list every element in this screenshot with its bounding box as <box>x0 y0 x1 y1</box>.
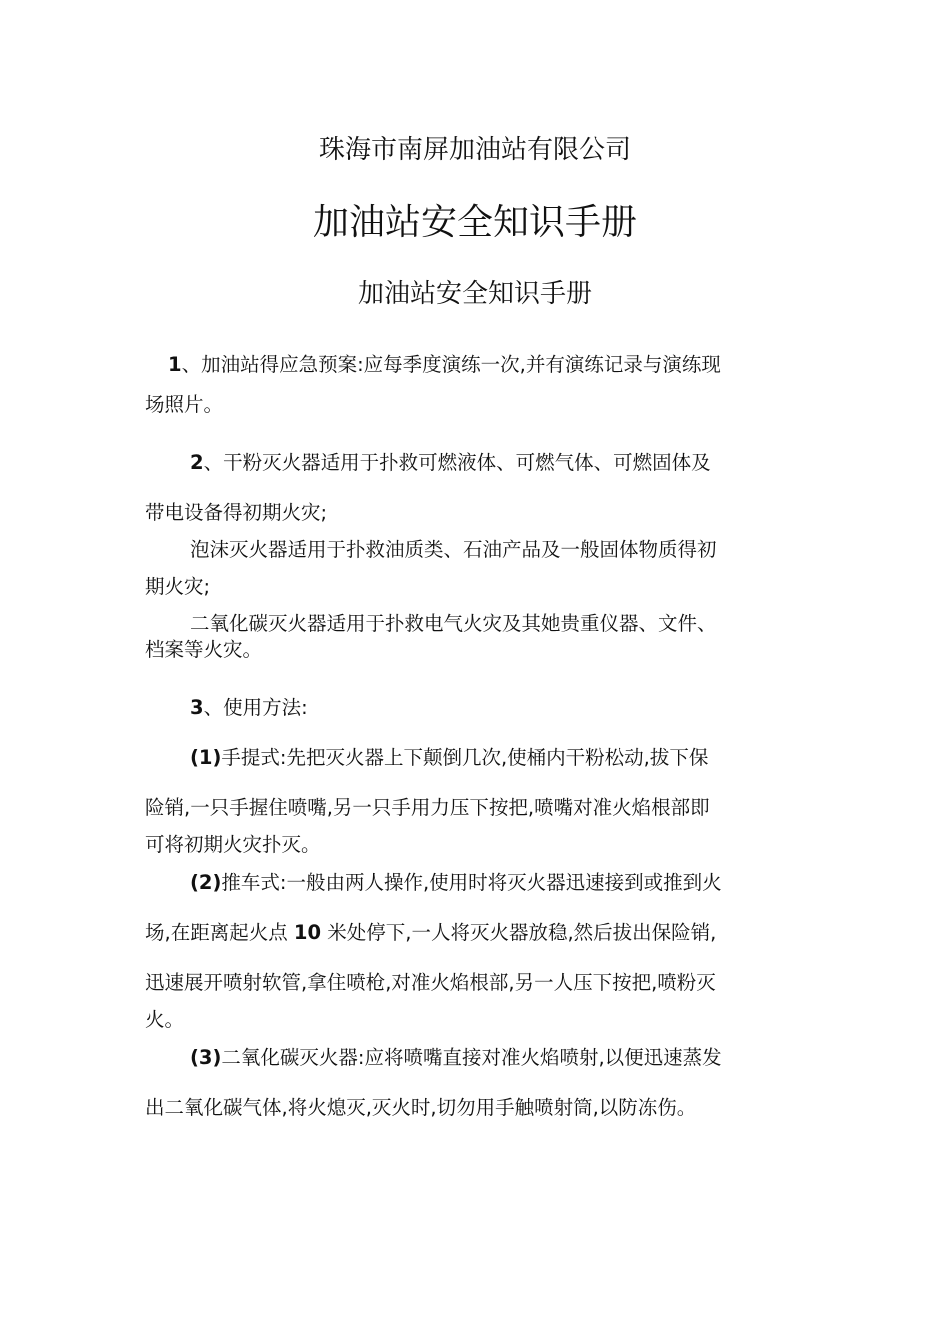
foam-line2: 期火灾; <box>145 575 211 598</box>
item3-number: 3 <box>190 696 204 719</box>
sub2-line2: 场,在距离起火点 10 米处停下,一人将灭火器放稳,然后拔出保险销, <box>145 921 717 944</box>
sub3-line2: 出二氧化碳气体,将火熄灭,灭火时,切勿用手触喷射筒,以防冻伤。 <box>145 1096 697 1119</box>
document-title: 加油站安全知识手册 <box>312 202 637 243</box>
sub1-line3: 可将初期火灾扑灭。 <box>145 833 321 856</box>
company-name: 珠海市南屏加油站有限公司 <box>318 135 631 165</box>
item2-line2: 带电设备得初期火灾; <box>145 501 328 524</box>
sub3-line1: (3)二氧化碳灭火器:应将喷嘴直接对准火焰喷射,以便迅速蒸发 <box>190 1046 722 1069</box>
item1-number: 1 <box>168 353 182 376</box>
foam-line1: 泡沫灭火器适用于扑救油质类、石油产品及一般固体物质得初 <box>190 538 717 561</box>
sub3-label: (3) <box>190 1046 222 1069</box>
sub2-label: (2) <box>190 871 222 894</box>
sub1-label: (1) <box>190 746 222 769</box>
sub2-line1: (2)推车式:一般由两人操作,使用时将灭火器迅速接到或推到火 <box>190 871 722 894</box>
co2-line2: 档案等火灾。 <box>145 638 263 661</box>
item1-line2: 场照片。 <box>145 393 224 416</box>
item2-number: 2 <box>190 451 204 474</box>
sub1-line1: (1)手提式:先把灭火器上下颠倒几次,使桶内干粉松动,拔下保 <box>190 746 709 769</box>
sub2-line3: 迅速展开喷射软管,拿住喷枪,对准火焰根部,另一人压下按把,喷粉灭 <box>145 971 716 994</box>
distance-number: 10 <box>293 921 322 944</box>
item2-line1: 2、干粉灭火器适用于扑救可燃液体、可燃气体、可燃固体及 <box>190 451 711 474</box>
item3-heading: 3、使用方法: <box>190 696 308 719</box>
co2-line1: 二氧化碳灭火器适用于扑救电气火灾及其她贵重仪器、文件、 <box>190 612 717 635</box>
document-subtitle: 加油站安全知识手册 <box>357 279 592 309</box>
sub2-line4: 火。 <box>145 1008 185 1031</box>
sub1-line2: 险销,一只手握住喷嘴,另一只手用力压下按把,喷嘴对准火焰根部即 <box>145 796 710 819</box>
item1-line1: 1、加油站得应急预案:应每季度演练一次,并有演练记录与演练现 <box>168 353 721 376</box>
